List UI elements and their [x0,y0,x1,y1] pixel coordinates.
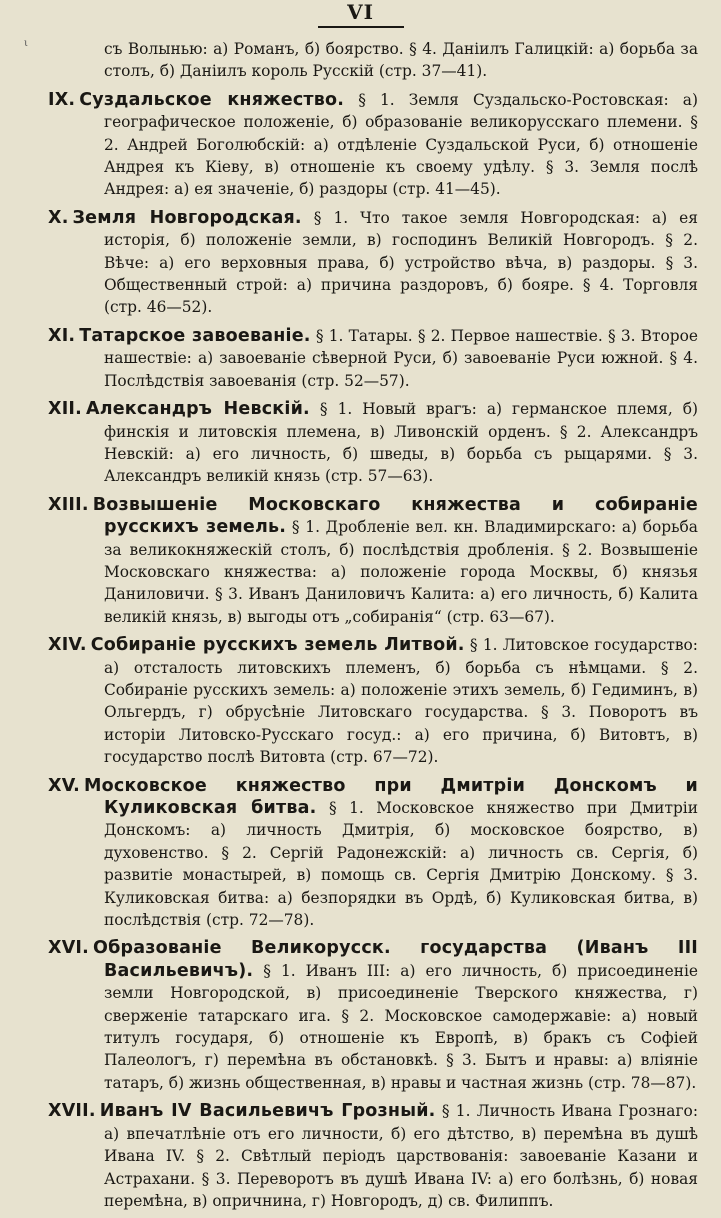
section-title: Суздальское княжество. [79,89,345,110]
section-text: § 1. Московское княжество при Дмитріи Донскомъ: а) личность Дмитрія, б) московское боярство, в) духовенство. § 2. Сергій Радонежскій: а) личность св. Сергія, б) развитіе монастырей, в) помощь св. Сергія Дмитрію Донскому. § 3. Куликовская битва: а) безпорядки въ Ордѣ, б) Куликовская битва, в) послѣдствія (стр. 72—78). [104,799,698,930]
section-number: XV. [48,775,81,796]
section-number: XII. [48,399,82,420]
section-title: Татарское завоеваніе. [79,325,311,346]
section-text: § 1. Иванъ III: а) его личность, б) присоединеніе земли Новгородской, в) присоединеніе Тверского княжества, г) сверженіе татарскаго ига. § 2. Московское самодержавіе: а) новый титулъ государя, б) отношеніе къ Европѣ, в) бракъ съ Софіей Палеологъ, г) перемѣна въ обстановкѣ. § 3. Бытъ и нравы: а) вліяніе татаръ, б) жизнь общественная, в) нравы и частная жизнь (стр. 78—87). [104,961,698,1092]
section-text: § 1. Литовское государство: а) отсталость литовскихъ племенъ, б) борьба съ нѣмцами. § 2. Собираніе русскихъ земель: а) положеніе этихъ земель, б) Гедиминъ, в) Ольгердъ, г) обрусѣніе Литовскаго государства. § 3. Поворотъ въ исторіи Литовско-Русскаго госуд.: а) его причина, б) Витовтъ, в) государство послѣ Витовта (стр. 67—72). [104,636,698,767]
section-number: XVII. [48,1101,96,1122]
section-number: XVI. [48,938,89,959]
toc-section-xi [48,325,698,392]
page-number: VI [347,0,374,24]
section-title: Образованіе Великорусск. государства (Иванъ III Васильевичъ). [93,938,698,981]
section-text: § 1. Земля Суздальско-Ростовская: а) географическое положеніе, б) образованіе великорусскаго племени. § 2. Андрей Боголюбскій: а) отдѣленіе Суздальской Руси, б) отношеніе Андрея къ Кіеву, в) отношеніе къ своему удѣлу. § 3. Земля послѣ Андрея: а) ея значеніе, б) раздоры (стр. 41—45). [104,90,698,199]
section-number: XIV. [48,635,87,656]
toc-section-xvi [48,937,698,1094]
section-title: Александръ Невскій. [85,399,310,420]
section-text: § 1. Дробленіе вел. кн. Владимирскаго: а) борьба за великокняжескій столъ, б) послѣдствія дробленія. § 2. Возвышеніе Московскаго княжества: а) положеніе города Москвы, б) князья Даниловичи. § 3. Иванъ Даниловичъ Калита: а) его личность, б) Калита великій князь, в) выгоды отъ „собиранія“ (стр. 63—67). [104,518,698,626]
section-title: Земля Новгородская. [72,207,302,228]
section-text: § 1. Личность Ивана Грознаго: а) впечатлѣніе отъ его личности, б) его дѣтство, в) перемѣна въ душѣ Ивана IV. § 2. Свѣтлый періодъ царствованія: завоеваніе Казани и Астрахани. § 3. Переворотъ въ душѣ Ивана IV: а) его болѣзнь, б) новая перемѣна, в) опричнина, г) Новгородъ, д) св. Филиппъ. [104,1102,698,1210]
section-number: XI. [48,325,76,346]
toc-section-xvii [48,1100,698,1212]
section-title: Московское княжество при Дмитріи Донскомъ и Куликовская битва. [84,775,698,818]
section-text: § 1. Новый врагъ: а) германское племя, б) финскія и литовскія племена, в) Ливонскій орденъ. § 2. Александръ Невскій: а) его личность, б) шведы, в) борьба съ рыцарями. § 3. Александръ великій князь (стр. 57—63). [104,400,698,486]
section-number: IX. [48,89,76,110]
toc-section-xii [48,398,698,488]
section-text: § 1. Татары. § 2. Первое нашествіе. § 3. Второе нашествіе: а) завоеваніе сѣверной Руси, б) завоеваніе Руси южной. § 4. Послѣдствія завоеванія (стр. 52—57). [104,326,699,390]
header-rule [318,26,404,28]
margin-mark: ι [24,38,28,49]
section-title: Собираніе русскихъ земель Литвой. [90,635,465,656]
toc-section-xiii [48,494,698,628]
section-number: XIII. [48,494,89,515]
section-title: Возвышеніе Московскаго княжества и собираніе русскихъ земель. [92,494,698,538]
toc-section-xv [48,775,698,932]
toc-section-ix [48,89,698,201]
table-of-contents [48,38,698,1218]
section-title: Иванъ IV Васильевичъ Грозный. [99,1101,436,1122]
continuation-paragraph: съ Волынью: а) Романъ, б) боярство. § 4. Даніилъ Галицкій: а) борьба за столъ, б) Даніилъ король Русскій (стр. 37—41). [104,40,698,81]
toc-section-x [48,207,698,319]
section-text: § 1. Что такое земля Новгородская: а) ея исторія, б) положеніе земли, в) господинъ Великій Новгородъ. § 2. Вѣче: а) его верховныя права, б) устройство вѣча, в) раздоры. § 3. Общественный строй: а) причина раздоровъ, б) бояре. § 4. Торговля (стр. 46—52). [104,208,698,317]
toc-section-xiv [48,634,698,768]
section-number: X. [48,207,69,228]
